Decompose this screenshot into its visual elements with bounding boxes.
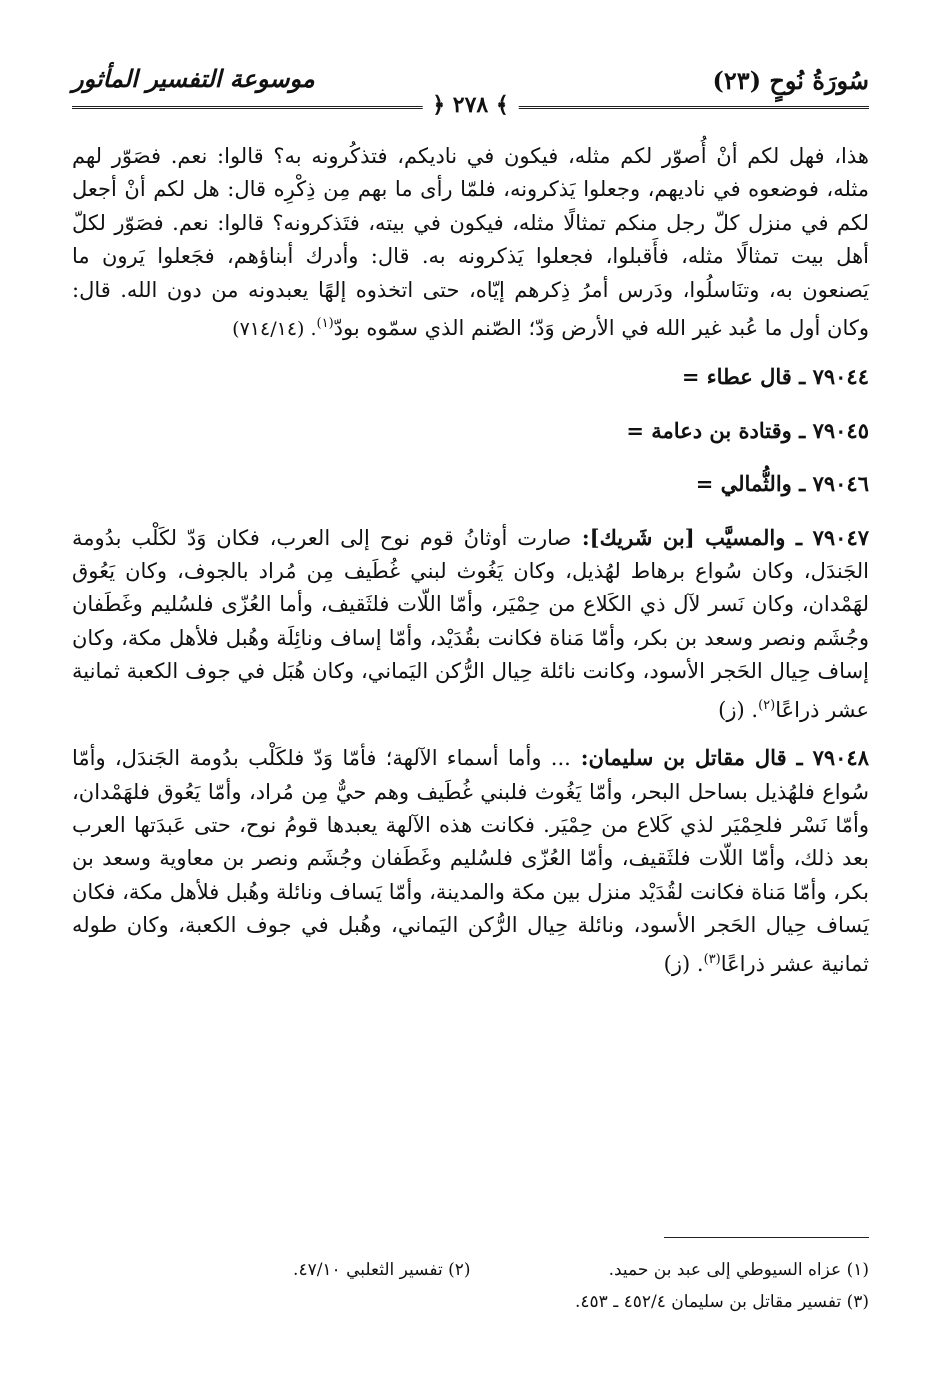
reference: . (ز) bbox=[663, 951, 704, 976]
entry-text: صارت أوثانُ قوم نوح إلى العرب، فكان وَدّ لكَلْب بدُومة الجَندَل، وكان سُواع برهاط لهُذيل، وكان يَغُوث لبني غُطَيف مِن مُراد بالجوف، وكان يَعُوق لهَمْدان، وكان نَسر لآل ذي الكَلاع من حِمْيَر، وأمّا اللّات فلثَقيف، وأما العُزّى فلسُليم وغَطَفان وجُشَم ونصر وسعد بن بكر، وأمّا مَناة فكانت بقُدَيْد، وأمّا إساف ونائِلَة وهُبل فلأهل مكة، وكان إساف حِيال الحَجر الأسود، وكانت نائلة حِيال الرُّكن اليَماني، وكان هُبَل في جوف الكعبة ثمانية عشر ذراعًا bbox=[72, 525, 870, 722]
entry-number: ٧٩٠٤٤ bbox=[812, 364, 869, 390]
footnote-row bbox=[72, 1254, 869, 1286]
footnote-1: (١) عزاه السيوطي إلى عبد بن حميد. bbox=[608, 1260, 869, 1280]
page-body bbox=[72, 140, 869, 995]
entry-text: ـ وقتادة بن دعامة = bbox=[626, 417, 813, 443]
page-number: ﴾ ٢٧٨ ﴿ bbox=[422, 92, 519, 118]
entry-79045 bbox=[72, 414, 869, 447]
entry-number: ٧٩٠٤٥ bbox=[812, 417, 869, 443]
page-header bbox=[72, 58, 869, 118]
narrator-name: ـ والمسيَّب [بن شَريك]: bbox=[571, 524, 813, 550]
footnote-rule bbox=[664, 1237, 869, 1238]
paragraph-text: هذا، فهل لكم أنْ أُصوّر لكم مثله، فيكون في ناديكم، فتذكُرونه به؟ قالوا: نعم. فصَوّر لهم مثله، فوضعوه في ناديهم، وجعلوا يَذكرونه، فلمّا رأى ما بهم مِن ذِكْرِه قال: هل لكم أنْ أجعل لكم في منزل كلّ رجل منكم تمثالًا مثله، فيكون في بيته، فتَذكرونه؟ قالوا: نعم. فصَوّر لكلّ أهل بيت تمثالًا مثله، فأَقبلوا، فجعلوا يَذكرونه به. قال: وأدرك أبناؤهم، فجَعلوا يَرون ما يَصنعون به، وتنَاسلُوا، ودَرس أمرُ ذِكرهم إيّاه، حتى اتخذوه إلهًا يعبدونه من دون الله. قال: وكان أول ما عُبد غير الله في الأرض وَدّ؛ الصّنم الذي سمّوه بودّ bbox=[72, 144, 869, 341]
footnote-marker: (٣) bbox=[703, 951, 721, 967]
reference: . (٧١٤/١٤) bbox=[232, 318, 317, 341]
footnotes bbox=[72, 1254, 869, 1318]
entry-79044 bbox=[72, 360, 869, 393]
entry-number: ٧٩٠٤٨ bbox=[812, 745, 869, 771]
entry-text: ـ قال عطاء = bbox=[681, 364, 813, 390]
narrator-name: ـ قال مقاتل بن سليمان: bbox=[570, 745, 813, 771]
entry-number: ٧٩٠٤٧ bbox=[812, 524, 870, 550]
entry-text: ... وأما أسماء الآلهة؛ فأمّا وَدّ فلكَلْب بدُومة الجَندَل، وأمّا سُواع فلهُذيل بساحل البحر، وأمّا يَغُوث فلبني غُطَيف وهم حيٌّ مِن مُراد، وأمّا يَعُوق فلهَمْدان، وأمّا نَسْر فلحِمْيَر لذي كَلاع من حِمْيَر. فكانت هذه الآلهة يعبدها قومُ نوح، حتى عَبدَتها العرب بعد ذلك، وأمّا اللّات فلثَقيف، وأمّا العُزّى فلسُليم وغَطَفان وجُشَم ونصر بن معاوية وسعد بن بكر، وأمّا مَناة فكانت لقُدَيْد منزل بين مكة والمدينة، وأمّا يَساف ونائلة وهُبل فلأهل مكة، فكان يَساف حِيال الحَجر الأسود، ونائلة حِيال الرُّكن اليَماني، وهُبل في جوف الكعبة، وكان طوله ثمانية عشر ذراعًا bbox=[72, 746, 869, 976]
surah-title: سُورَةُ نُوحٍ (٢٣) bbox=[712, 66, 869, 95]
footnote-marker: (٢) bbox=[758, 697, 776, 713]
reference: . (ز) bbox=[718, 697, 759, 722]
entry-number: ٧٩٠٤٦ bbox=[812, 471, 869, 497]
book-title: موسوعة التفسير المأثور bbox=[72, 64, 315, 93]
entry-79048 bbox=[72, 741, 869, 981]
footnote-2: (٢) تفسير الثعلبي ٤٧/١٠. bbox=[293, 1260, 471, 1280]
footnote-3: (٣) تفسير مقاتل بن سليمان ٤٥٢/٤ ـ ٤٥٣. bbox=[575, 1292, 869, 1312]
footnote-row bbox=[72, 1286, 869, 1318]
entry-79047 bbox=[72, 521, 869, 727]
entry-text: ـ والثُّمالي = bbox=[695, 471, 813, 497]
entry-79046 bbox=[72, 467, 869, 500]
footnote-marker: (١) bbox=[316, 316, 334, 332]
paragraph-continuation bbox=[72, 140, 869, 346]
